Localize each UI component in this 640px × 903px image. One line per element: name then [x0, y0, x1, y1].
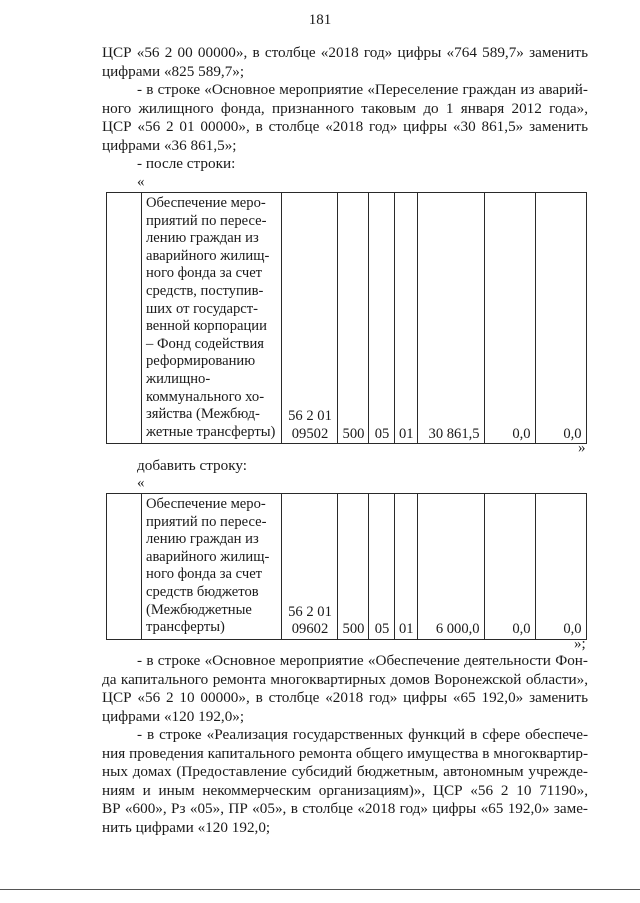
name-line: аварийного жилищ- — [146, 548, 270, 565]
name-line: аварийного жилищ- — [146, 247, 270, 264]
name-line: жилищно- — [146, 370, 211, 387]
text-line: - в строке «Основное мероприятие «Обеспечение деятельности Фон- — [137, 652, 588, 669]
sum-2020-cell: 0,0 — [535, 494, 586, 640]
name-line: ного фонда за счет — [146, 566, 263, 583]
after-row-label — [137, 155, 437, 174]
csr-cell — [282, 494, 338, 640]
open-quote: « — [137, 174, 145, 190]
text-line: добавить строку: — [137, 457, 247, 474]
row-name-cell — [142, 193, 282, 444]
text-line: нить цифрами «120 192,0; — [102, 818, 271, 836]
vr-cell: 500 — [338, 193, 369, 444]
pr-cell: 01 — [395, 193, 418, 444]
text-line: ЦСР «56 2 10 00000», в столбце «2018 год» цифры «65 192,0» заменить — [102, 689, 588, 706]
text-line: ных домах (Предоставление субсидий бюджетным, автономным учрежде- — [102, 763, 588, 780]
text-line: ниям и иным некоммерческим организациям)», ЦСР «56 2 10 71190», — [102, 781, 588, 799]
page-number: 181 — [308, 12, 332, 28]
text-line: ного жилищного фонда, признанного таковым до 1 января 2012 года», — [102, 99, 588, 117]
sum-2020-cell: 0,0 — [535, 193, 586, 444]
name-line: (Межбюджетные — [146, 601, 252, 618]
name-line: средств бюджетов — [146, 583, 259, 600]
name-line: лению граждан из — [146, 230, 259, 247]
name-line: – Фонд содействия — [146, 335, 264, 352]
name-line: Обеспечение меро- — [146, 496, 266, 512]
text-line: цифрами «120 192,0»; — [102, 707, 245, 725]
text-line: - в строке «Основное мероприятие «Переселение граждан из аварий- — [137, 81, 588, 98]
name-line: венной корпорации — [146, 318, 267, 335]
csr-line: 09602 — [291, 621, 329, 638]
name-line: приятий по пересе- — [146, 513, 267, 530]
csr-line: 56 2 01 — [288, 408, 332, 425]
sum-2018-cell: 6 000,0 — [417, 494, 484, 640]
table-row — [107, 193, 587, 444]
csr-line: 56 2 01 — [288, 603, 332, 620]
budget-table-existing-row — [106, 192, 587, 444]
csr-line: 09502 — [291, 425, 329, 442]
name-line: ного фонда за счет — [146, 265, 263, 282]
name-line: Обеспечение меро- — [146, 195, 266, 211]
text-line: да капитального ремонта многоквартирных домов Воронежской области», — [102, 670, 588, 688]
row-number-cell — [107, 494, 142, 640]
paragraph-2 — [102, 81, 588, 155]
text-line: ЦСР «56 2 01 00000», в столбце «2018 год» цифры «30 861,5» заменить — [102, 118, 588, 135]
open-quote: « — [137, 475, 145, 491]
name-line: жетные трансферты) — [146, 423, 276, 440]
text-line: - в строке «Реализация государственных функций в сфере обеспече- — [137, 726, 588, 743]
name-line: реформированию — [146, 353, 256, 370]
row-name-cell — [142, 494, 282, 640]
text-line: - после строки: — [137, 155, 236, 172]
name-line: трансферты) — [146, 619, 225, 636]
name-line: коммунального хо- — [146, 388, 265, 405]
add-row-label — [137, 457, 437, 476]
close-quote: »; — [574, 636, 586, 652]
name-line: приятий по пересе- — [146, 212, 267, 229]
name-line: зяйства (Межбюд- — [146, 406, 260, 423]
budget-table-new-row — [106, 493, 587, 640]
paragraph-3 — [102, 652, 588, 726]
paragraph-1 — [102, 44, 588, 81]
rz-cell: 05 — [369, 494, 395, 640]
text-line: ЦСР «56 2 00 00000», в столбце «2018 год» цифры «764 589,7» заменить — [102, 44, 588, 61]
row-number-cell — [107, 193, 142, 444]
name-line: ших от государст- — [146, 300, 258, 317]
text-line: цифрами «36 861,5»; — [102, 136, 237, 154]
table-row — [107, 494, 587, 640]
close-quote: » — [578, 440, 586, 456]
name-line: лению граждан из — [146, 531, 259, 548]
page-bottom-rule — [0, 889, 640, 890]
pr-cell: 01 — [395, 494, 418, 640]
sum-2019-cell: 0,0 — [484, 494, 535, 640]
rz-cell: 05 — [369, 193, 395, 444]
text-line: ния проведения капитального ремонта общего имущества в многоквартир- — [102, 744, 588, 762]
vr-cell: 500 — [338, 494, 369, 640]
text-line: цифрами «825 589,7»; — [102, 62, 245, 80]
csr-cell — [282, 193, 338, 444]
name-line: средств, поступив- — [146, 282, 264, 299]
paragraph-4 — [102, 726, 588, 837]
sum-2019-cell: 0,0 — [484, 193, 535, 444]
text-line: ВР «600», Рз «05», ПР «05», в столбце «2018 год» цифры «65 192,0» заме- — [102, 800, 588, 817]
sum-2018-cell: 30 861,5 — [417, 193, 484, 444]
